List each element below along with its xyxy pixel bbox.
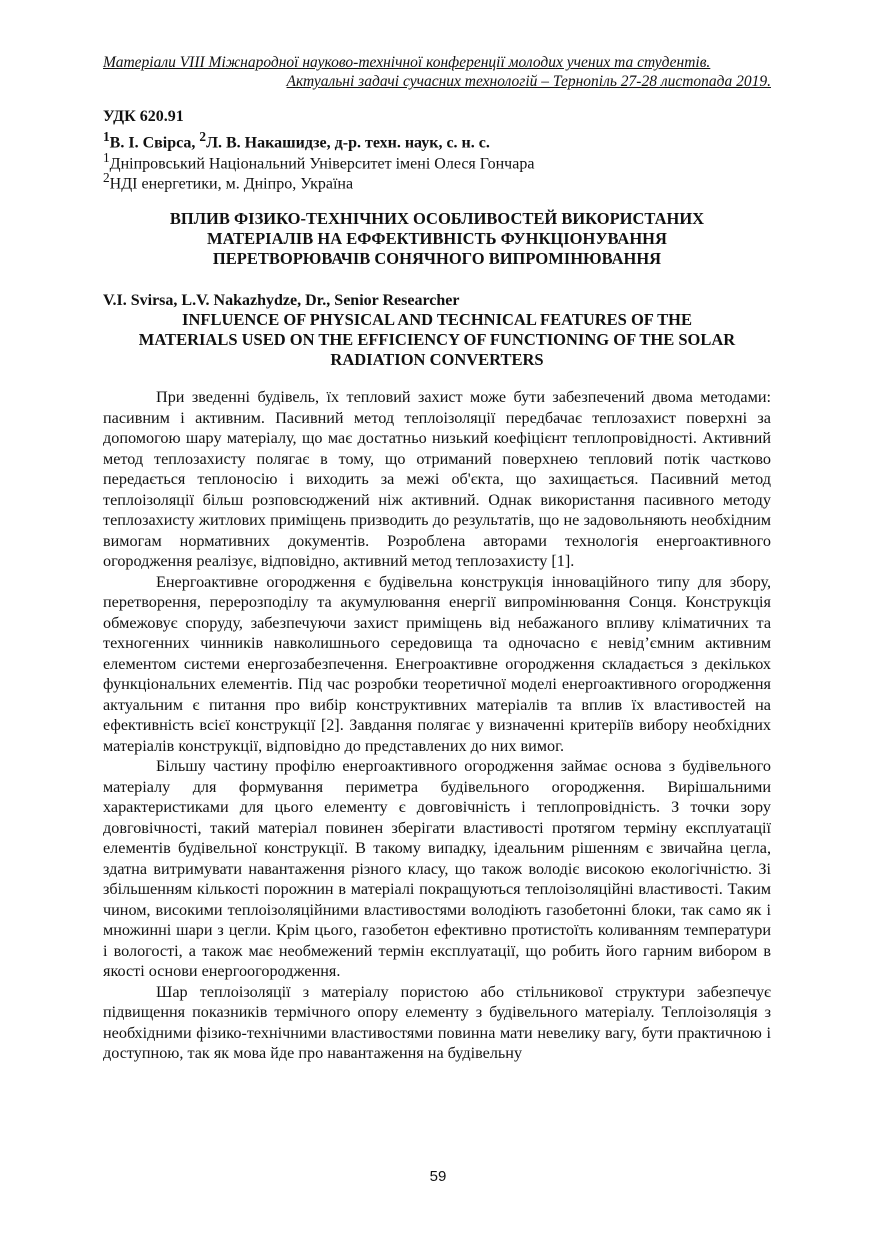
author-2-superscript: 2 [199,129,207,144]
title-ua-line-2: МАТЕРІАЛІВ НА ЕФФЕКТИВНІСТЬ ФУНКЦІОНУВАННЯ [207,229,667,248]
authors-en: V.I. Svirsa, L.V. Nakazhydze, Dr., Senior Researcher [103,292,460,309]
page-number: 59 [429,1168,447,1185]
author-1-name: В. І. Свірса, [109,134,200,152]
paragraph-4: Шар теплоізоляції з матеріалу пористою або стільникової структури забезпечує підвищення показників термічного опору елементу з будівельного матеріалу. Теплоізоляція з необхідними фізико-технічними властивостями повинна мати невелику вагу, бути практичною і доступною, так як мова йде про навантаження на будівельну [103,982,771,1062]
body-text [103,387,771,1064]
title-ua [103,209,771,269]
title-en-line-2: MATERIALS USED ON THE EFFICIENCY OF FUNCTIONING OF THE SOLAR [138,330,736,349]
affiliation-1-text: Дніпровський Національний Університет імені Олеся Гончара [109,155,535,173]
title-ua-line-1: ВПЛИВ ФІЗИКО-ТЕХНІЧНИХ ОСОБЛИВОСТЕЙ ВИКОРИСТАНИХ [169,209,705,228]
title-en [103,310,771,370]
affiliation-2-text: НДІ енергетики, м. Дніпро, Україна [109,175,354,193]
title-ua-line-3: ПЕРЕТВОРЮВАЧІВ СОНЯЧНОГО ВИПРОМІНЮВАННЯ [212,249,662,268]
running-header-line-2: Актуальні задачі сучасних технологій – Тернопіль 27-28 листопада 2019. [286,73,771,90]
paragraph-1: При зведенні будівель, їх тепловий захист може бути забезпечений двома методами: пасивним і активним. Пасивний метод теплоізоляції передбачає теплозахист поверхні за допомогою шару матеріалу, що має достатньо низький коефіцієнт теплопровідності. Активний метод теплозахисту полягає в тому, що отриманий поверхнею тепловий потік частково передається теплоносію і виходить за межі об'єкта, що захищається. Пасивний метод теплоізоляції більш розповсюджений ніж активний. Однак використання пасивного методу теплозахисту житлових приміщень призводить до результатів, що не задовольняють необхідним вимогам нормативних документів. Розроблена авторами технологія енергоактивного огородження реалізує, відповідно, активний метод теплозахисту [1]. [103,388,771,570]
paragraph-3: Більшу частину профілю енергоактивного огородження займає основа з будівельного матеріалу для формування периметра будівельного огородження. Вирішальними характеристиками для цього елементу є довговічність і теплопровідність. З точки зору довговічності, такий матеріал повинен зберігати властивості протягом терміну експлуатації елементів будівельної конструкції. В такому випадку, ідеальним рішенням є звичайна цегла, здатна витримувати навантаження різного класу, що також володіє високою екологічністю. Зі збільшенням кількості порожнин в матеріалі покращуються теплоізоляційні властивості. Таким чином, високими теплоізоляційними властивостями володіють газобетонні блоки, так само як і множинні шари з цегли. Крім цього, газобетон ефективно протистоїть коливанням температури і вологості, а також має необмежений термін експлуатації, що робить його гарним вибором в якості основи енергоогородження. [103,757,771,980]
affiliation-1-superscript: 1 [103,150,110,165]
title-en-line-3: RADIATION CONVERTERS [330,350,544,369]
udk-code: УДК 620.91 [103,108,184,125]
paragraph-2: Енергоактивне огородження є будівельна конструкція інноваційного типу для збору, перетворення, перерозподілу та акумулювання енергії випромінювання Сонця. Конструкція обмежовує споруду, забезпечуючи захист приміщень від небажаного впливу кліматичних та техногенних чинників навколишнього середовища та одночасно є невід’ємним активним елементом системи енергозабезпечення. Енегроактивне огородження складається з декількох функціональних елементів. Під час розробки теоретичної моделі енергоактивного огородження актуальним є питання про вибір конструктивних матеріалів та вплив їх властивостей на ефективність всієї конструкції [2]. Завдання полягає у визначенні критеріїв вибору необхідних матеріалів конструкції, відповідно до представлених до них вимог. [103,572,771,755]
running-header-line-1: Матеріали VIII Міжнародної науково-технічної конференції молодих учених та студентів. [103,54,711,71]
author-2-name: Л. В. Накашидзе, д-р. техн. наук, с. н. с. [206,134,490,152]
title-en-line-1: INFLUENCE OF PHYSICAL AND TECHNICAL FEATURES OF THE [182,310,692,329]
affiliation-2 [103,168,353,193]
affiliation-2-superscript: 2 [103,170,110,185]
author-1-superscript: 1 [103,129,110,144]
